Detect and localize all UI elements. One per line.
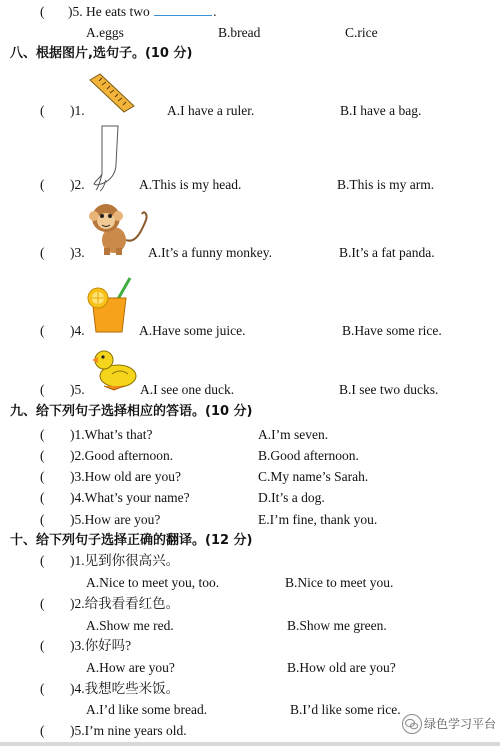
paren-open: (	[40, 723, 45, 738]
paren-open: (	[40, 382, 45, 397]
question-text: )3.你好吗?	[70, 638, 132, 653]
option-b: B.It’s a fat panda.	[339, 245, 435, 260]
option-b: B.I have a bag.	[340, 103, 422, 118]
paren-open: (	[40, 469, 45, 484]
question-number: )3.	[70, 245, 85, 260]
option-b: B.I’d like some rice.	[290, 702, 401, 717]
question-text: )2.给我看看红色。	[70, 596, 180, 611]
question-text-after: .	[213, 4, 217, 19]
paren-open: (	[40, 596, 45, 611]
paren-open: (	[40, 681, 45, 696]
question-text-before: He eats two	[86, 4, 150, 19]
option-a: A.How are you?	[86, 660, 175, 675]
option-c: C.rice	[345, 25, 378, 40]
question-text: )2.Good afternoon.	[70, 448, 174, 463]
option-a: A.I’d like some bread.	[86, 702, 208, 717]
section-10-heading: 十、给下列句子选择正确的翻译。(12 分)	[10, 533, 253, 548]
paren-open: (	[40, 323, 45, 338]
answer-option: D.It’s a dog.	[258, 490, 325, 505]
section-8-heading: 八、根据图片,选句子。(10 分)	[10, 46, 193, 61]
paren-open: (	[40, 103, 45, 118]
paren-open: (	[40, 245, 45, 260]
answer-option: B.Good afternoon.	[258, 448, 359, 463]
juice-icon	[86, 276, 136, 334]
page-bottom-bar	[0, 742, 500, 746]
question-text: )5.I’m nine years old.	[70, 723, 187, 738]
question-text: )1.见到你很高兴。	[70, 553, 180, 568]
watermark-text: 绿色学习平台	[424, 717, 497, 731]
option-b: B.bread	[218, 25, 261, 40]
question-text	[86, 4, 216, 20]
option-a: A.I have a ruler.	[167, 103, 255, 118]
paren-open: (	[40, 177, 45, 192]
option-a: A.eggs	[86, 25, 124, 40]
option-b: B.Nice to meet you.	[285, 575, 394, 590]
option-b: B.Show me green.	[287, 618, 387, 633]
paren-open: (	[40, 553, 45, 568]
question-number: )4.	[70, 323, 85, 338]
ruler-icon	[86, 72, 136, 116]
option-b: B.Have some rice.	[342, 323, 442, 338]
wechat-icon	[402, 714, 422, 734]
paren-open: (	[40, 512, 45, 527]
option-a: A.Have some juice.	[139, 323, 246, 338]
question-number: )1.	[70, 103, 85, 118]
option-b: B.How old are you?	[287, 660, 396, 675]
question-text: )4.我想吃些米饭。	[70, 681, 180, 696]
paren-open: (	[40, 427, 45, 442]
option-b: B.I see two ducks.	[339, 382, 439, 397]
question-text: )1.What’s that?	[70, 427, 153, 442]
option-a: A.I see one duck.	[140, 382, 235, 397]
answer-option: A.I’m seven.	[258, 427, 329, 442]
question-text: )5.How are you?	[70, 512, 161, 527]
question-number: )5.	[68, 4, 83, 19]
section-9-heading: 九、给下列句子选择相应的答语。(10 分)	[10, 404, 253, 419]
question-number: )2.	[70, 177, 85, 192]
monkey-icon	[86, 200, 150, 256]
option-a: A.Show me red.	[86, 618, 174, 633]
duck-icon	[90, 346, 138, 392]
answer-blank[interactable]	[154, 4, 212, 16]
arm-icon	[92, 124, 126, 192]
question-text: )3.How old are you?	[70, 469, 181, 484]
paren-open: (	[40, 448, 45, 463]
option-a: A.Nice to meet you, too.	[86, 575, 220, 590]
paren-open: (	[40, 638, 45, 653]
option-a: A.This is my head.	[139, 177, 242, 192]
question-number: )5.	[70, 382, 85, 397]
option-b: B.This is my arm.	[337, 177, 435, 192]
answer-option: E.I’m fine, thank you.	[258, 512, 378, 527]
paren-open: (	[40, 4, 45, 19]
option-a: A.It’s a funny monkey.	[148, 245, 272, 260]
question-text: )4.What’s your name?	[70, 490, 190, 505]
answer-option: C.My name’s Sarah.	[258, 469, 369, 484]
paren-open: (	[40, 490, 45, 505]
